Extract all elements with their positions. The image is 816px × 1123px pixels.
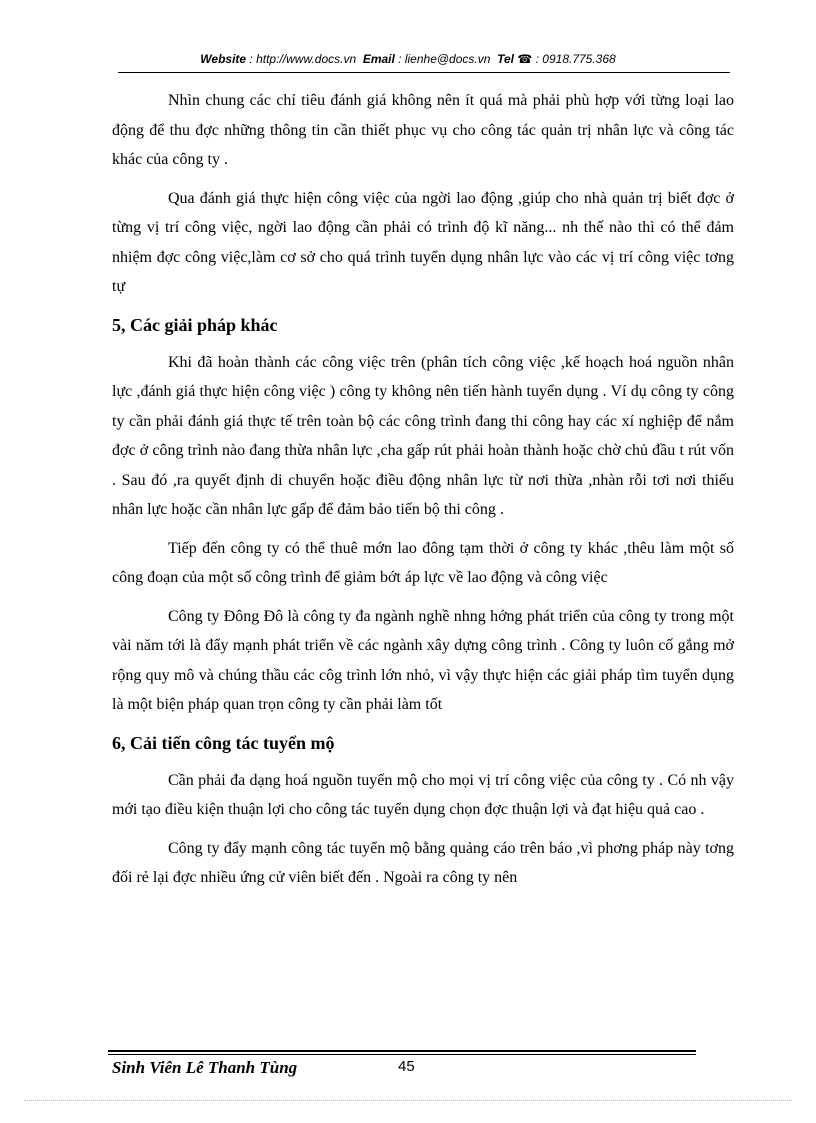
paragraph-4: Tiếp đến công ty có thể thuê mớn lao đông tạm thời ở công ty khác ,thêu làm một số công đoạn của một số công trình để giảm bớt áp lực về lao động và công việc (112, 539, 734, 586)
page-bottom-border (24, 1100, 792, 1101)
paragraph-7: Công ty đẩy mạnh công tác tuyển mộ bằng quảng cáo trên báo ,vì phơng pháp này tơng đối rẻ lại đợc nhiều ứng cử viên biết đến . Ngoài ra công ty nên (112, 839, 734, 886)
header-divider (118, 72, 730, 73)
tel-number: : 0918.775.368 (535, 52, 616, 66)
phone-icon: ☎ (517, 52, 533, 66)
tel-label: Tel (497, 52, 514, 66)
website-url[interactable]: : http://www.docs.vn (249, 52, 357, 66)
page-number: 45 (398, 1058, 415, 1075)
footer-divider-thin (108, 1054, 696, 1055)
paragraph-1: Nhìn chung các chỉ tiêu đánh giá không nên ít quá mà phải phù hợp với từng loại lao động để thu đợc những thông tin cần thiết phục vụ cho công tác quản trị nhân lực và công tác khác của công ty . (112, 92, 734, 168)
paragraph-6: Cần phải đa dạng hoá nguồn tuyển mộ cho mọi vị trí công việc của công ty . Có nh vậy mới tạo điều kiện thuận lợi cho công tác tuyển dụng chọn đợc thuận lợi và đạt hiệu quả cao . (112, 771, 734, 818)
paragraph-3: Khi đã hoàn thành các công việc trên (phân tích công việc ,kế hoạch hoá nguồn nhân lực ,đánh giá thực hiện công việc ) công ty không nên tiến hành tuyển dụng . Ví dụ công ty công ty cần phải đánh giá thực tế trên toàn bộ các công trình đang thi công hay các xí nghiệp để nắm đợc ở công trình nào đang thừa nhân lực ,cha gấp rút phải hoàn thành hoặc chờ chủ đầu t rút vốn . Sau đó ,ra quyết định di chuyển hoặc điều động nhân lực từ nơi thừa ,nhàn rỗi tơi nơi thiếu nhân lực hoặc cần nhân lực gấp để đảm bảo tiến bộ thi công . (112, 353, 734, 518)
heading-section-5: 5, Các giải pháp khác (112, 314, 278, 335)
email-label: Email (362, 52, 395, 66)
paragraph-2: Qua đánh giá thực hiện công việc của ngời lao động ,giúp cho nhà quản trị biết đợc ở từng vị trí công việc, ngời lao động cần phải có trình độ kĩ năng... nh thế nào thì có thể đảm nhiệm đợc công việc,làm cơ sở cho quá trình tuyển dụng nhân lực vào các vị trí công việc tơng tự (112, 189, 734, 295)
footer-author: Sinh Viên Lê Thanh Tùng (112, 1058, 298, 1077)
website-label: Website (200, 52, 247, 66)
email-address[interactable]: : lienhe@docs.vn (398, 52, 491, 66)
document-body (112, 86, 734, 893)
paragraph-5: Công ty Đông Đô là công ty đa ngành nghề nhng hớng phát triển của công ty trong một vài năm tới là đẩy mạnh phát triển về các ngành xây dựng công trình . Công ty luôn cố gắng mở rộng quy mô và chúng thầu các côg trình lớn nhỏ, vì vậy thực hiện các giải pháp tìm tuyển dụng là một biện pháp quan trọn công ty cần phải làm tốt (112, 607, 734, 713)
page-header (0, 52, 816, 66)
heading-section-6: 6, Cải tiến công tác tuyển mộ (112, 732, 335, 753)
footer-divider-thick (108, 1050, 696, 1052)
